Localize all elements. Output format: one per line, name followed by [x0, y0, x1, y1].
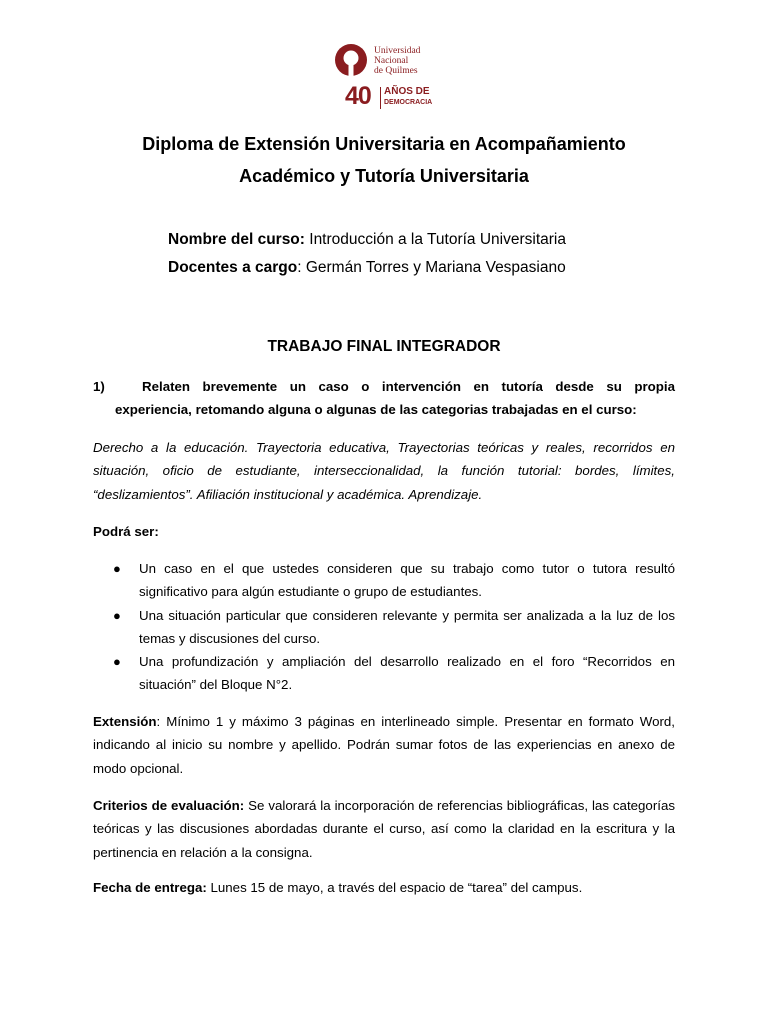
question-1-line1 [93, 375, 675, 398]
document-title-line2: Académico y Tutoría Universitaria [239, 166, 529, 186]
course-teachers-label: Docentes a cargo [168, 259, 298, 276]
extension-text: : Mínimo 1 y máximo 3 páginas en interlineado simple. Presentar en formato Word, indicando al inicio su nombre y apellido. Podrán sumar fotos de las experiencias en anexo de modo opcional. [93, 714, 675, 776]
question-1-line2: experiencia, retomando alguna o algunas de las categorias trabajadas en el curso: [115, 402, 637, 418]
podra-ser-heading: Podrá ser: [93, 524, 159, 539]
university-name [374, 46, 420, 76]
fecha-paragraph [93, 876, 675, 899]
question-1-number: 1) [93, 379, 105, 394]
logo-name-line3: de Quilmes [374, 66, 418, 76]
criterios-label: Criterios de evaluación: [93, 798, 245, 813]
document-title-line1: Diploma de Extensión Universitaria en Acompañamiento [142, 134, 626, 154]
logo-divider [380, 87, 381, 109]
list-item [93, 557, 675, 604]
course-teachers [168, 258, 566, 278]
extension-label: Extensión [93, 714, 157, 729]
university-logo [333, 43, 443, 113]
bullet-icon: ● [113, 607, 121, 623]
quilmes-q-logo-icon [333, 43, 369, 79]
list-item [93, 650, 675, 697]
logo-anos: AÑOS DE [384, 86, 430, 97]
question-1 [93, 375, 675, 422]
list-item-text: Un caso en el que ustedes consideren que su trabajo como tutor o tutora resultó significativo para algún estudiante o grupo de estudiantes. [139, 561, 675, 600]
course-teachers-value: : Germán Torres y Mariana Vespasiano [297, 259, 566, 276]
list-item-text: Una profundización y ampliación del desarrollo realizado en el foro “Recorridos en situación” del Bloque N°2. [139, 654, 675, 693]
logo-democracia: DEMOCRACIA [384, 99, 433, 106]
logo-name-line2: Nacional [374, 56, 409, 66]
categories-paragraph: Derecho a la educación. Trayectoria educativa, Trayectorias teóricas y reales, recorridos en situación, oficio de estudiante, interseccionalidad, la función tutorial: bordes, límites, “deslizamientos”. Afiliación institucional y académica. Aprendizaje. [93, 440, 675, 502]
extension-paragraph [93, 710, 675, 780]
question-1-text-line1: Relaten brevemente un caso o intervención en tutoría desde su propia [142, 379, 675, 394]
bullet-icon: ● [113, 561, 121, 576]
course-name-label: Nombre del curso: [168, 231, 305, 248]
list-item-text: Una situación particular que consideren relevante y permita ser analizada a la luz de los temas y discusiones del curso. [139, 607, 675, 646]
bullet-icon: ● [113, 654, 121, 670]
course-name-value: Introducción a la Tutoría Universitaria [304, 231, 566, 248]
logo-number: 40 [345, 82, 371, 110]
section-title: TRABAJO FINAL INTEGRADOR [267, 338, 501, 355]
list-item [93, 604, 675, 651]
criterios-paragraph [93, 794, 675, 864]
fecha-label: Fecha de entrega: [93, 880, 207, 895]
course-name [168, 230, 566, 250]
criterios-text: Se valorará la incorporación de referencias bibliográficas, las categorías teóricas y las discusiones abordadas durante el curso, así como la claridad en la escritura y la pertinencia en relación a la consigna. [93, 798, 675, 860]
bullet-list [93, 557, 675, 697]
fecha-text: Lunes 15 de mayo, a través del espacio de “tarea” del campus. [206, 880, 583, 895]
logo-name-line1: Universidad [374, 46, 421, 56]
